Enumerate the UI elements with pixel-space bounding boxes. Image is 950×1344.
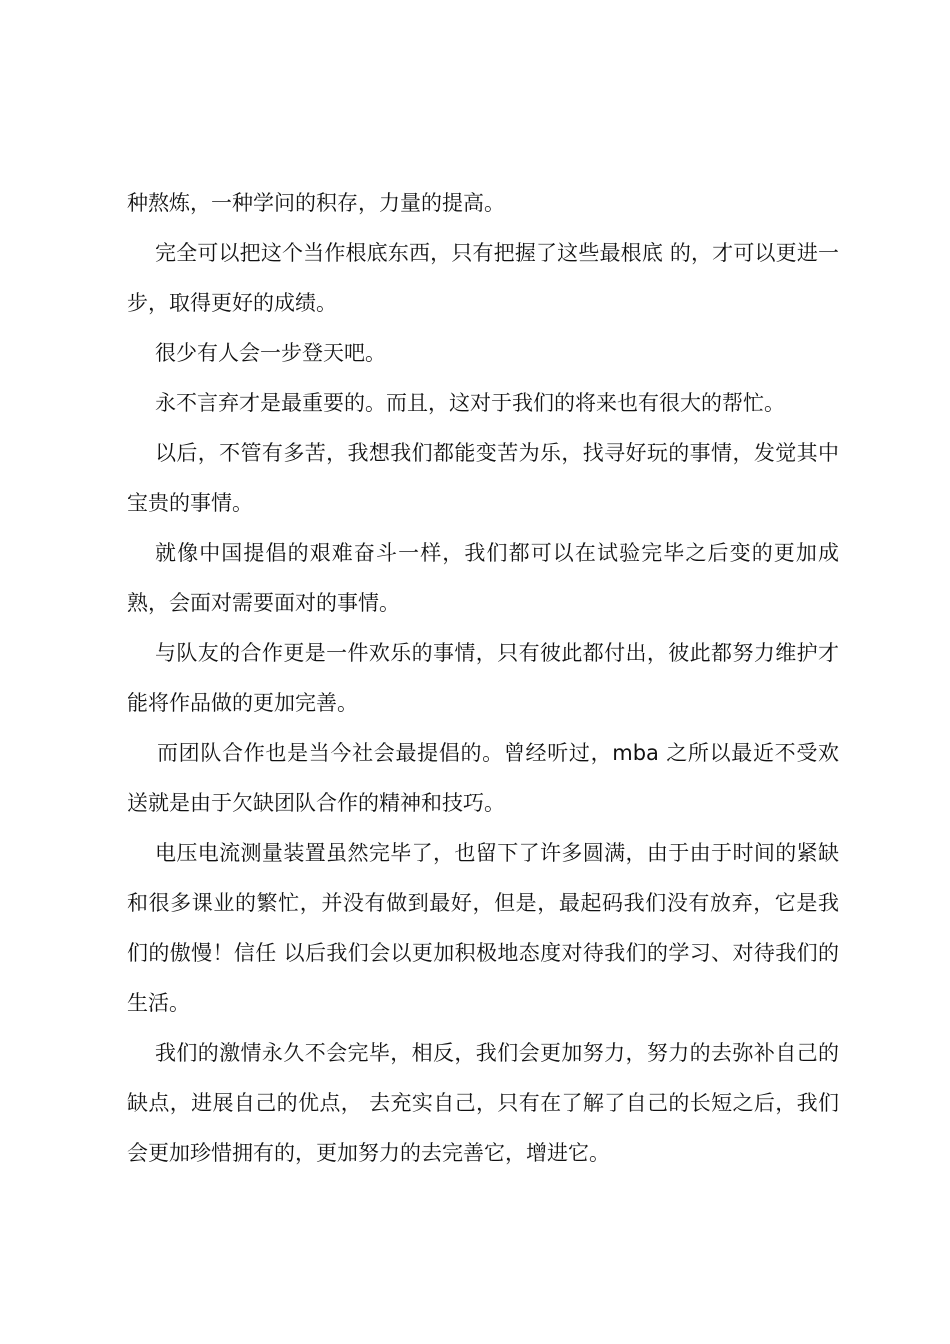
paragraph: 而团队合作也是当今社会最提倡的。曾经听过，mba 之所以最近不受欢送就是由于欠缺团队合作的精神和技巧。	[127, 741, 839, 815]
paragraph: 以后，不管有多苦，我想我们都能变苦为乐，找寻好玩的事情，发觉其中宝贵的事情。	[127, 441, 839, 515]
paragraph: 与队友的合作更是一件欢乐的事情，只有彼此都付出，彼此都努力维护才能将作品做的更加完善。	[127, 641, 839, 715]
paragraph: 我们的激情永久不会完毕，相反，我们会更加努力，努力的去弥补自己的缺点，进展自己的优点， 去充实自己，只有在了解了自己的长短之后，我们会更加珍惜拥有的，更加努力的去完善它，增进它。	[127, 1041, 839, 1165]
paragraph: 很少有人会一步登天吧。	[155, 341, 386, 365]
paragraph: 电压电流测量装置虽然完毕了，也留下了许多圆满，由于由于时间的紧缺和很多课业的繁忙，并没有做到最好，但是，最起码我们没有放弃，它是我们的傲慢！信任 以后我们会以更加积极地态度对待我们的学习、对待我们的生活。	[127, 841, 839, 1015]
paragraph: 永不言弃才是最重要的。而且，这对于我们的将来也有很大的帮忙。	[155, 391, 785, 415]
document-body	[127, 178, 839, 1178]
paragraph-continued: 种熬炼，一种学问的积存，力量的提高。	[127, 191, 505, 215]
paragraph: 完全可以把这个当作根底东西，只有把握了这些最根底 的，才可以更进一步，取得更好的成绩。	[127, 241, 839, 315]
paragraph: 就像中国提倡的艰难奋斗一样，我们都可以在试验完毕之后变的更加成熟，会面对需要面对的事情。	[127, 541, 839, 615]
